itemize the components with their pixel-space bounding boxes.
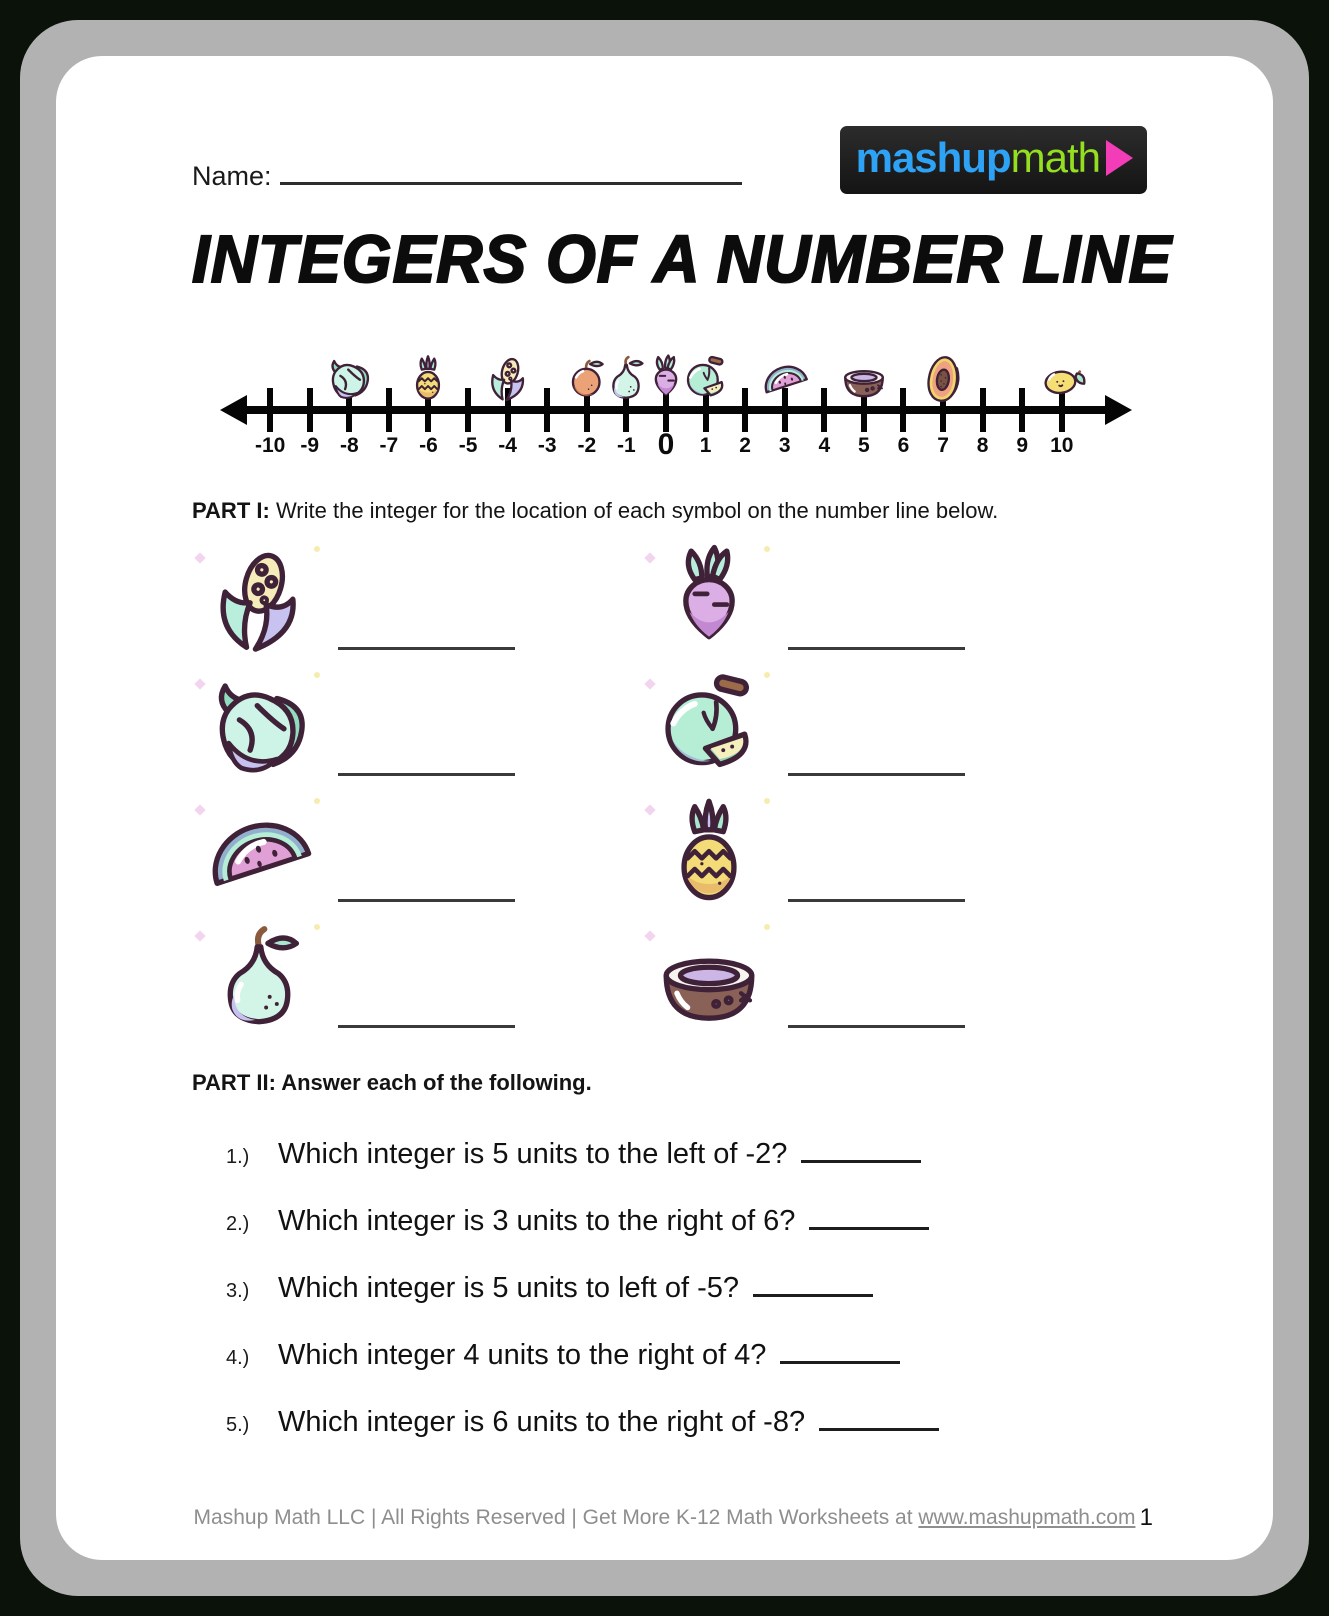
tick-mark: [821, 388, 827, 432]
radish-icon: [652, 544, 766, 658]
tick-mark: [307, 388, 313, 432]
name-input-line[interactable]: [280, 155, 742, 185]
answer-blank[interactable]: [338, 773, 515, 776]
question-answer-blank[interactable]: [780, 1361, 900, 1364]
question-answer-blank[interactable]: [809, 1227, 929, 1230]
name-row: [192, 129, 742, 192]
tick-label: -1: [617, 434, 636, 457]
watermelon-icon: [760, 354, 810, 404]
papaya-icon: [918, 354, 968, 404]
header: [192, 126, 1163, 194]
part1-item: [652, 666, 1092, 784]
part2-heading: PART II: Answer each of the following.: [192, 1070, 592, 1095]
answer-blank[interactable]: [788, 773, 965, 776]
part1-instructions: Write the integer for the location of each symbol on the number line below.: [275, 498, 999, 523]
tick-label: 0: [657, 428, 675, 461]
tick-label: -3: [537, 434, 557, 457]
question-row: [226, 1339, 1163, 1372]
worksheet-content: [56, 56, 1273, 1560]
question-text: Which integer is 5 units to left of -5?: [278, 1272, 739, 1304]
question-answer-blank[interactable]: [753, 1294, 873, 1297]
number-line-axis: [247, 406, 1105, 414]
numberline-marker: [324, 354, 374, 404]
tick-label: -4: [498, 434, 517, 457]
tick-label: -6: [419, 434, 438, 457]
numberline-marker: [483, 354, 533, 404]
coconut-icon: [839, 354, 889, 404]
corn-icon: [202, 544, 316, 658]
answer-blank[interactable]: [788, 647, 965, 650]
part1-item: [652, 918, 1092, 1036]
question-row: [226, 1205, 1163, 1238]
question-text: Which integer is 5 units to the left of -2?: [278, 1138, 788, 1170]
question-number: 2.): [226, 1213, 250, 1235]
logo-word-math: math: [1010, 134, 1100, 181]
part1-item: [652, 540, 1092, 658]
number-line: [220, 326, 1132, 464]
part1-item: [652, 792, 1092, 910]
question-number: 4.): [226, 1347, 250, 1369]
logo-word-mashup: mashup: [855, 134, 1011, 181]
numberline-marker: [681, 354, 731, 404]
question-answer-blank[interactable]: [801, 1160, 921, 1163]
question-answer-blank[interactable]: [819, 1428, 939, 1431]
answer-blank[interactable]: [788, 1025, 965, 1028]
pear-icon: [202, 922, 316, 1036]
numberline-marker: [839, 354, 889, 404]
tick-label: -7: [379, 434, 399, 457]
part1-heading: [192, 498, 1163, 524]
cabbage-icon: [324, 354, 374, 404]
answer-blank[interactable]: [338, 899, 515, 902]
tick-label: -5: [458, 434, 478, 457]
footer: [56, 1506, 1273, 1530]
tick-label: 2: [739, 434, 751, 457]
tick-label: 8: [976, 434, 989, 457]
tick-label: -9: [300, 434, 320, 457]
question-number: 5.): [226, 1414, 250, 1436]
play-arrow-icon: [1106, 140, 1133, 176]
pineapple-icon: [652, 796, 766, 910]
footer-link[interactable]: www.mashupmath.com: [918, 1506, 1136, 1529]
tick-label: -2: [577, 434, 597, 457]
part1-item: [202, 918, 642, 1036]
tick-label: -8: [339, 434, 359, 457]
lemon-icon: [1037, 354, 1087, 404]
melon-icon: [681, 354, 731, 404]
part1-column-left: [202, 540, 642, 1036]
coconut-icon: [652, 922, 766, 1036]
question-row: [226, 1272, 1163, 1305]
tick-label: 6: [897, 434, 910, 457]
answer-blank[interactable]: [788, 899, 965, 902]
question-row: [226, 1406, 1163, 1439]
question-text: Which integer 4 units to the right of 4?: [278, 1339, 767, 1371]
question-number: 3.): [226, 1280, 250, 1302]
tick-label: 5: [858, 434, 870, 457]
question-text: Which integer is 3 units to the right of 6?: [278, 1205, 796, 1237]
page-frame: [20, 20, 1309, 1596]
page-number: 1: [1139, 1504, 1153, 1531]
question-row: [226, 1138, 1163, 1171]
answer-blank[interactable]: [338, 647, 515, 650]
tick-label: 10: [1050, 434, 1074, 457]
numberline-marker: [403, 354, 453, 404]
tick-mark: [742, 388, 748, 432]
part1-item: [202, 666, 642, 784]
melon-icon: [652, 670, 766, 784]
tick-label: 4: [818, 434, 831, 457]
tick-mark: [1019, 388, 1025, 432]
part2-questions: [226, 1138, 1163, 1439]
tick-mark: [544, 388, 550, 432]
tick-label: 9: [1016, 434, 1029, 457]
part1-column-right: [652, 540, 1092, 1036]
name-label: Name:: [192, 160, 272, 191]
worksheet-page: [56, 56, 1273, 1560]
tick-label: 1: [699, 434, 712, 457]
part1-item: [202, 792, 642, 910]
footer-text: Mashup Math LLC | All Rights Reserved | Get More K-12 Math Worksheets at: [193, 1506, 919, 1529]
tick-label: 3: [778, 434, 791, 457]
tick-mark: [900, 388, 906, 432]
part1-answer-grid: [202, 540, 1163, 1036]
numberline-marker: [918, 354, 968, 404]
tick-label: 7: [937, 434, 949, 457]
question-number: 1.): [226, 1146, 250, 1168]
numberline-marker: [1037, 354, 1087, 404]
tick-mark: [980, 388, 986, 432]
part1-label: PART I:: [192, 498, 270, 523]
part1-item: [202, 540, 642, 658]
answer-blank[interactable]: [338, 1025, 515, 1028]
tick-mark: [465, 388, 471, 432]
worksheet-title: INTEGERS OF A NUMBER LINE: [192, 221, 1173, 297]
watermelon-icon: [202, 796, 316, 910]
mashupmath-logo: [840, 126, 1147, 194]
cabbage-icon: [202, 670, 316, 784]
tick-mark: [386, 388, 392, 432]
corn-icon: [483, 354, 533, 404]
numberline-marker: [760, 354, 810, 404]
question-text: Which integer is 6 units to the right of -8?: [278, 1406, 806, 1438]
pineapple-icon: [403, 354, 453, 404]
tick-label: -10: [254, 434, 286, 457]
tick-mark: [267, 388, 273, 432]
